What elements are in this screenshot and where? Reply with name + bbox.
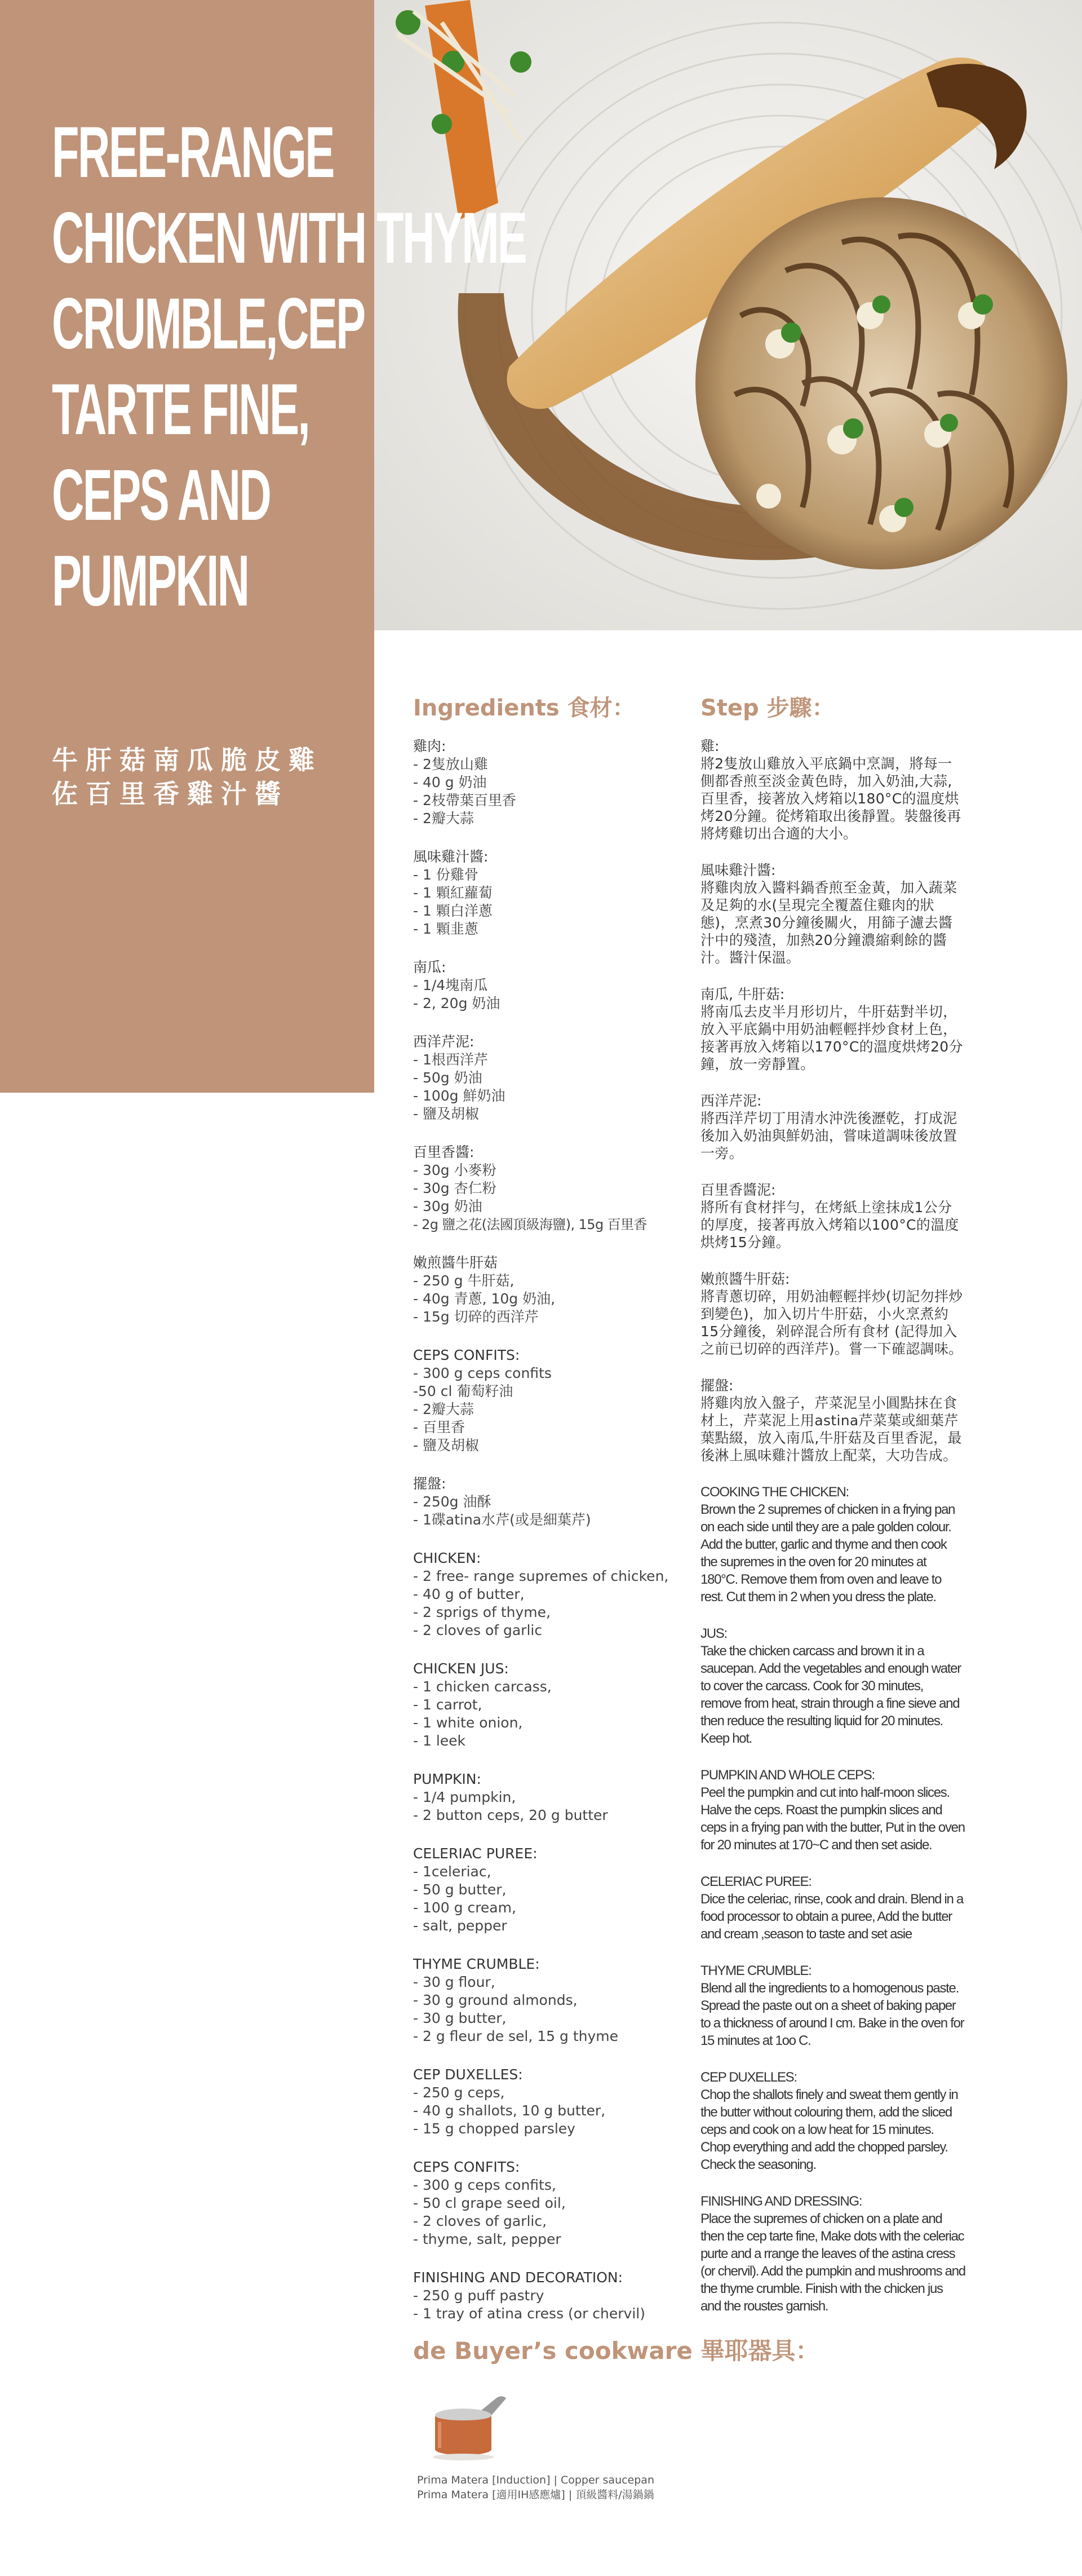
ingredient-line: - 250 g 牛肝菇,	[413, 1272, 515, 1289]
ingredient-line: - 2隻放山雞	[413, 756, 488, 772]
step-text: Take the chicken carcass and brown it in a saucepan. Add the vegetables and enough water to cover the carcass. Cook for 30 minutes, remove from heat, strain through a fine sieve and then reduce the resulting liquid for 20 minutes. Keep hot.	[700, 1643, 961, 1746]
step-block-en	[700, 2193, 965, 2315]
step-title: JUS:	[700, 1626, 727, 1641]
ingredient-line: - 1 tray of atina cress (or chervil)	[413, 2305, 645, 2322]
step-text: 將雞肉放入盤子，芹菜泥呈小圓點抹在食材上，芹菜泥上用astina芹菜葉或細葉芹葉點綴，放入南瓜,牛肝菇及百里香泥，最後淋上風味雞汁醬放上配菜，大功告成。	[700, 1395, 962, 1464]
step-block-en	[700, 1766, 965, 1854]
title-line: TARTE FINE,	[52, 369, 309, 450]
step-title: CEP DUXELLES:	[700, 2070, 797, 2085]
step-title: 雞:	[700, 738, 720, 754]
ingredient-group-title: THYME CRUMBLE:	[413, 1956, 540, 1972]
step-block-zh	[700, 1377, 965, 1464]
ingredient-line: -50 cl 葡萄籽油	[413, 1383, 513, 1399]
ingredient-line: - salt, pepper	[413, 1917, 507, 1934]
ingredient-line: - 50 g butter,	[413, 1881, 507, 1898]
step-title: CELERIAC PUREE:	[700, 1874, 812, 1889]
title-line: CRUMBLE,CEP	[52, 284, 365, 364]
step-block-en	[700, 1873, 965, 1943]
ingredient-line: - 30g 杏仁粉	[413, 1180, 496, 1196]
ingredient-group	[413, 1143, 678, 1234]
ingredient-group-title: CEP DUXELLES:	[413, 2066, 523, 2083]
step-text: 將2隻放山雞放入平底鍋中烹調，將每一側都香煎至淡金黃色時，加入奶油,大蒜,百里香，接著放入烤箱以180°C的溫度烘烤20分鐘。從烤箱取出後靜置。裝盤後再將烤雞切出合適的大小。	[700, 755, 961, 842]
ingredient-group	[413, 2158, 678, 2248]
ingredient-group	[413, 1254, 678, 1326]
ingredient-line: - 100g 鮮奶油	[413, 1088, 505, 1104]
step-block-zh	[700, 1270, 965, 1358]
step-block-en	[700, 1962, 965, 2049]
ingredient-line: - 2 g fleur de sel, 15 g thyme	[413, 2028, 619, 2044]
ingredient-line: - 2 cloves of garlic,	[413, 2213, 547, 2229]
step-text: Blend all the ingredients to a homogenous paste. Spread the paste out on a sheet of baking paper to a thickness of around I cm. Bake in the oven for 15 minutes at 1oo C.	[700, 1981, 964, 2048]
title-line: CHICKEN WITH THYME	[52, 198, 526, 279]
step-block-en	[700, 2069, 965, 2173]
ingredient-line: - 15 g chopped parsley	[413, 2120, 575, 2137]
ingredient-line: - 1碟atina水芹(或是細葉芹)	[413, 1512, 591, 1528]
cookware-heading: de Buyer’s cookware 畢耶器具：	[413, 2337, 819, 2365]
step-text: Peel the pumpkin and cut into half-moon slices. Halve the ceps. Roast the pumpkin slices and ceps in a frying pan with the butter, Put in the oven for 20 minutes at 170~C and then set aside.	[700, 1785, 965, 1853]
ingredient-group-title: CEPS CONFITS:	[413, 2159, 520, 2175]
ingredient-line: - 15g 切碎的西洋芹	[413, 1309, 539, 1325]
ingredient-group	[413, 2269, 678, 2323]
ingredient-line: - 2g 鹽之花(法國頂級海鹽), 15g 百里香	[413, 1217, 647, 1232]
copper-saucepan-icon[interactable]	[428, 2391, 524, 2464]
ingredient-line: - 40 g of butter,	[413, 1586, 525, 1602]
step-block-en	[700, 1483, 965, 1606]
step-block-zh	[700, 737, 965, 842]
ingredient-line: - 2 free- range supremes of chicken,	[413, 1568, 669, 1584]
step-text: 將雞肉放入醬料鍋香煎至金黃，加入蔬菜及足夠的水(呈現完全覆蓋住雞肉的狀態)，烹煮30分鐘後關火，用篩子濾去醬汁中的殘渣，加熱20分鐘濃縮剩餘的醬汁。醬汁保溫。	[700, 880, 957, 966]
ingredients-column	[413, 692, 678, 2343]
ingredient-group	[413, 958, 678, 1013]
step-title: 嫩煎醬牛肝菇:	[700, 1271, 790, 1287]
ingredient-group-title: 雞肉:	[413, 738, 446, 754]
ingredient-line: - 250 g ceps,	[413, 2084, 505, 2101]
ingredient-line: - 百里香	[413, 1419, 465, 1435]
ingredient-line: - 2, 20g 奶油	[413, 995, 500, 1011]
ingredient-line: - 300 g ceps confits	[413, 1365, 552, 1381]
recipe-title	[52, 110, 526, 624]
ingredient-line: - 1 chicken carcass,	[413, 1678, 552, 1695]
ingredient-group-title: 南瓜:	[413, 959, 446, 975]
ingredient-line: - 30 g butter,	[413, 2010, 507, 2026]
ingredient-line: - thyme, salt, pepper	[413, 2231, 561, 2247]
step-title: 西洋芹泥:	[700, 1093, 762, 1109]
step-text: Brown the 2 supremes of chicken in a frying pan on each side until they are a pale golden colour. Add the butter, garlic and thyme and then cook the supremes in the oven for 20 minutes at 180°C. Remove them from oven and leave to rest. Cut them in 2 when you dress the plate.	[700, 1502, 955, 1605]
step-title: COOKING THE CHICKEN:	[700, 1484, 849, 1500]
title-line: PUMPKIN	[52, 541, 249, 621]
ingredient-group	[413, 737, 678, 828]
ingredient-group	[413, 1660, 678, 1750]
ingredient-line: - 250g 油酥	[413, 1494, 491, 1510]
ingredient-line: - 30 g flour,	[413, 1974, 495, 1990]
ingredient-group	[413, 1033, 678, 1123]
step-text: Chop the shallots finely and sweat them gently in the butter without colouring them, add the sliced ceps and cook on a low heat for 15 minutes. Chop everything and add the chopped parsley. Check the seasoning.	[700, 2087, 958, 2172]
ingredient-line: - 1/4 pumpkin,	[413, 1789, 516, 1805]
step-block-zh	[700, 1181, 965, 1251]
step-text: 將西洋芹切丁用清水沖洗後瀝乾，打成泥後加入奶油與鮮奶油，嘗味道調味後放置一旁。	[700, 1110, 957, 1161]
ingredient-line: - 2 sprigs of thyme,	[413, 1604, 551, 1620]
pan-shadow	[433, 2454, 494, 2460]
step-title: PUMPKIN AND WHOLE CEPS:	[700, 1768, 875, 1783]
step-block-zh	[700, 986, 965, 1073]
subtitle-line: 牛肝菇南瓜脆皮雞	[52, 745, 322, 775]
ingredient-line: - 1 顆白洋蔥	[413, 903, 493, 919]
subtitle-line: 佐百里香雞汁醬	[52, 779, 289, 809]
step-title: FINISHING AND DRESSING:	[700, 2194, 862, 2209]
ingredient-group-title: 西洋芹泥:	[413, 1033, 475, 1050]
ingredient-line: - 30 g ground almonds,	[413, 1992, 578, 2008]
ingredient-line: - 100 g cream,	[413, 1899, 516, 1916]
ingredient-group-title: CHICKEN:	[413, 1550, 481, 1566]
ingredient-group-title: CELERIAC PUREE:	[413, 1845, 538, 1862]
ingredient-line: - 1根西洋芹	[413, 1051, 488, 1068]
ingredient-line: - 300 g ceps confits,	[413, 2177, 556, 2193]
ingredient-line: - 40g 青蔥, 10g 奶油,	[413, 1291, 556, 1307]
step-text: 將青蔥切碎，用奶油輕輕拌炒(切記勿拌炒到變色)，加入切片牛肝菇，小火烹煮約15分鐘後，剁碎混合所有食材 (記得加入之前已切碎的西洋芹)。嘗一下確認調味。	[700, 1288, 963, 1357]
title-line: CEPS AND	[52, 455, 270, 536]
recipe-subtitle-zh	[52, 743, 322, 811]
ingredient-group-title: 百里香醬:	[413, 1144, 475, 1160]
ingredient-group	[413, 2066, 678, 2138]
ingredient-group-title: 嫩煎醬牛肝菇	[413, 1254, 498, 1271]
ingredient-line: - 鹽及胡椒	[413, 1106, 479, 1122]
ingredient-line: - 50 cl grape seed oil,	[413, 2195, 566, 2211]
step-text: Place the supremes of chicken on a plate and then the cep tarte fine, Make dots with the celeriac purte and a rrange the leaves of the astina cress (or chervil). Add the pumpkin and mushrooms and the thyme crumble. Finish with the chicken jus and the roustes garnish.	[700, 2211, 965, 2314]
ingredient-line: - 1/4塊南瓜	[413, 977, 488, 993]
steps-column	[700, 692, 965, 2334]
ingredient-group	[413, 1346, 678, 1455]
step-text: 將所有食材拌勻，在烤紙上塗抹成1公分的厚度，接著再放入烤箱以100°C的溫度烘烤15分鐘。	[700, 1199, 959, 1251]
step-title: 百里香醬泥:	[700, 1182, 776, 1198]
ingredient-group	[413, 848, 678, 938]
ingredient-line: - 30g 小麥粉	[413, 1162, 496, 1178]
ingredient-group	[413, 1549, 678, 1640]
ingredient-group-title: CHICKEN JUS:	[413, 1660, 509, 1677]
step-block-zh	[700, 861, 965, 966]
step-text: 將南瓜去皮半月形切片，牛肝菇對半切，放入平底鍋中用奶油輕輕拌炒食材上色，接著再放入烤箱以170°C的溫度烘烤20分鐘，放一旁靜置。	[700, 1004, 963, 1072]
ingredient-group-title: 風味雞汁醬:	[413, 849, 489, 865]
step-title: 風味雞汁醬:	[700, 862, 776, 878]
ingredient-line: - 50g 奶油	[413, 1070, 482, 1086]
steps-heading: Step 步驟：	[700, 695, 835, 721]
step-block-zh	[700, 1092, 965, 1162]
step-title: 擺盤:	[700, 1377, 734, 1394]
ingredient-group-title: PUMPKIN:	[413, 1771, 481, 1787]
ingredient-group	[413, 1955, 678, 2045]
ingredient-line: - 2 cloves of garlic	[413, 1622, 543, 1638]
ingredient-line: - 1 carrot,	[413, 1696, 482, 1713]
ingredient-line: - 1 leek	[413, 1733, 466, 1749]
ingredient-group	[413, 1845, 678, 1935]
ingredient-line: - 1celeriac,	[413, 1863, 491, 1880]
ingredient-line: - 250 g puff pastry	[413, 2287, 544, 2304]
ingredient-line: - 2瓣大蒜	[413, 810, 474, 827]
ingredient-line: - 30g 奶油	[413, 1198, 482, 1214]
ingredient-line: - 2枝帶葉百里香	[413, 792, 516, 808]
pan-body	[435, 2415, 491, 2455]
ingredient-line: - 2瓣大蒜	[413, 1401, 474, 1417]
step-title: THYME CRUMBLE:	[700, 1963, 812, 1978]
ingredient-group-title: 擺盤:	[413, 1475, 446, 1492]
ingredient-group-title: CEPS CONFITS:	[413, 1347, 520, 1363]
title-line: FREE-RANGE	[52, 112, 334, 193]
ingredient-group	[413, 1475, 678, 1529]
ingredient-line: - 1 white onion,	[413, 1715, 523, 1731]
ingredient-line: - 1 顆紅蘿蔔	[413, 885, 493, 901]
ingredient-group	[413, 1770, 678, 1824]
ingredient-line: - 40 g 奶油	[413, 774, 487, 790]
ingredient-group-title: FINISHING AND DECORATION:	[413, 2269, 623, 2286]
cookware-caption	[417, 2473, 654, 2502]
ingredient-line: - 2 button ceps, 20 g butter	[413, 1807, 608, 1823]
caption-line: Prima Matera [Induction] | Copper saucepan	[417, 2474, 654, 2486]
ingredient-line: - 鹽及胡椒	[413, 1437, 479, 1453]
step-text: Dice the celeriac, rinse, cook and drain. Blend in a food processor to obtain a puree, Add the butter and cream ,season to taste and set asie	[700, 1892, 964, 1942]
caption-line: Prima Matera [適用IH感應爐] | 頂級醬料/湯鍋鍋	[417, 2489, 654, 2501]
ingredients-heading: Ingredients 食材：	[413, 695, 635, 721]
ingredient-line: - 40 g shallots, 10 g butter,	[413, 2102, 606, 2119]
ingredient-line: - 1 顆韭蔥	[413, 921, 478, 937]
step-block-en	[700, 1625, 965, 1747]
ingredient-line: - 1 份雞骨	[413, 867, 478, 883]
step-title: 南瓜, 牛肝菇:	[700, 986, 785, 1002]
